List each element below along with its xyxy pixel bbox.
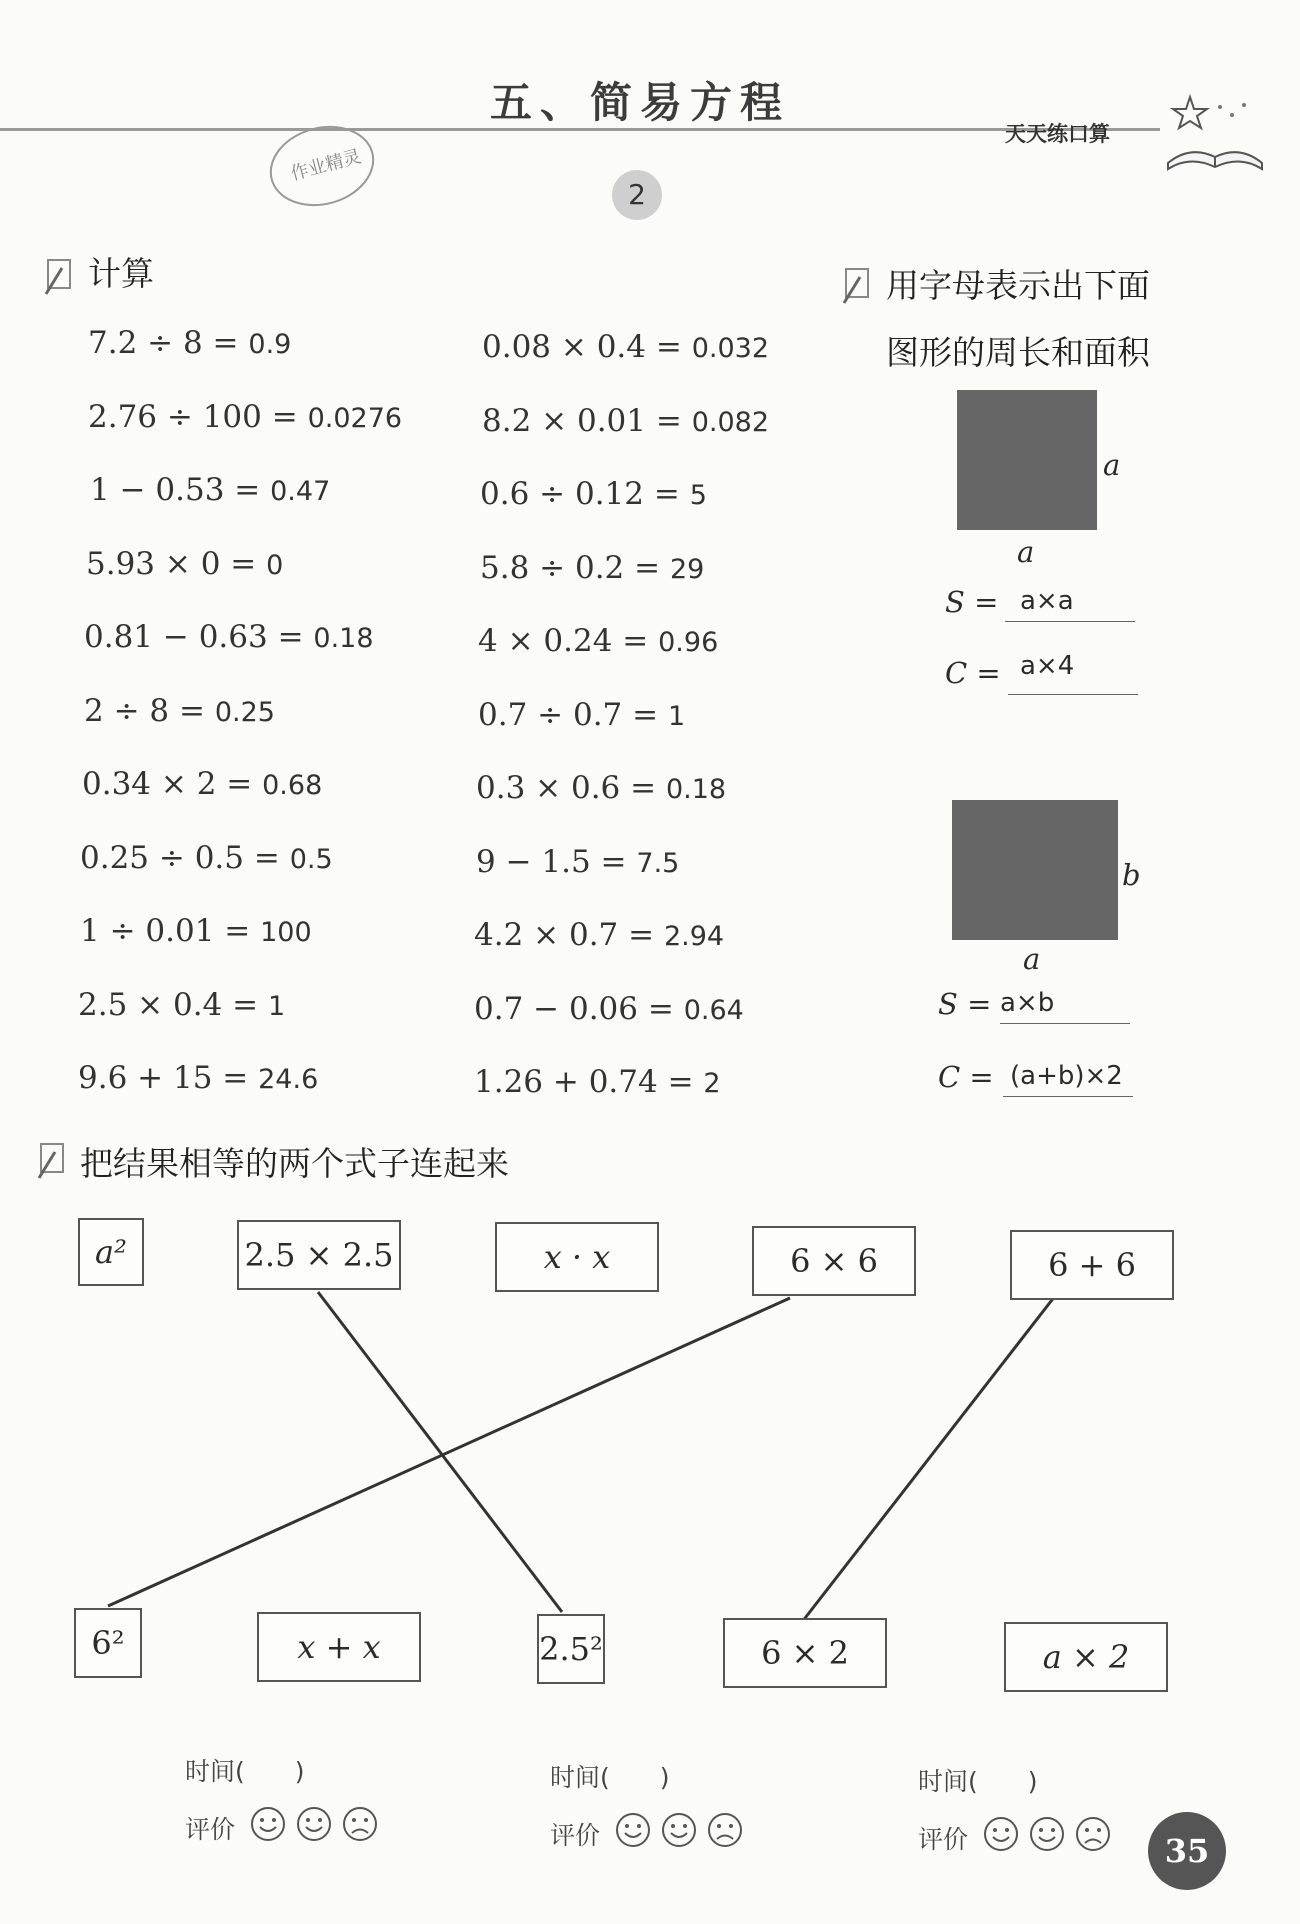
calc-section-title: 计算 xyxy=(88,254,154,293)
calc-expression: 0.7 − 0.06 = xyxy=(474,991,674,1027)
page-number: 35 xyxy=(1148,1812,1226,1890)
svg-text:作业精灵: 作业精灵 xyxy=(288,145,364,185)
match-line xyxy=(802,1296,1055,1622)
smiley-face-icon[interactable] xyxy=(1029,1816,1065,1852)
square-side-label: a xyxy=(1103,448,1121,482)
calc-answer: 0.18 xyxy=(313,623,374,654)
match-bottom-box: 6² xyxy=(74,1608,142,1678)
evaluation-label: 评价 xyxy=(550,1821,601,1850)
rectangle-perimeter-answer: (a+b)×2 xyxy=(1010,1061,1123,1091)
match-bottom-box: a × 2 xyxy=(1004,1622,1168,1692)
match-section-title: 把结果相等的两个式子连起来 xyxy=(80,1144,509,1183)
calc-answer: 2.94 xyxy=(663,921,725,952)
calc-answer: 1 xyxy=(667,701,686,732)
time-field: 时间( ) xyxy=(185,1757,305,1786)
evaluation-label: 评价 xyxy=(918,1825,969,1854)
calc-answer: 0.68 xyxy=(262,770,323,801)
calc-answer: 0.25 xyxy=(214,697,275,728)
calc-expression: 7.2 ÷ 8 = xyxy=(88,325,239,361)
calc-answer: 0.5 xyxy=(289,844,333,875)
match-bottom-box: x + x xyxy=(257,1612,421,1682)
calc-answer: 24.6 xyxy=(258,1064,319,1095)
evaluation-label: 评价 xyxy=(185,1815,236,1844)
square-bottom-label: a xyxy=(1017,535,1035,569)
calc-expression: 4.2 × 0.7 = xyxy=(474,917,655,953)
calc-answer: 29 xyxy=(669,554,705,585)
square-perimeter-label: C = xyxy=(945,656,1001,690)
rectangle-side-label: b xyxy=(1122,858,1141,892)
match-top-box: a² xyxy=(78,1218,144,1286)
calc-expression: 0.34 × 2 = xyxy=(82,766,253,802)
chapter-title: 五、简易方程 xyxy=(489,78,790,127)
match-bottom-box: 6 × 2 xyxy=(723,1618,887,1688)
rectangle-bottom-label: a xyxy=(1023,942,1041,976)
calc-expression: 0.6 ÷ 0.12 = xyxy=(480,476,680,512)
frowning-face-icon[interactable] xyxy=(707,1812,743,1848)
time-field: 时间( ) xyxy=(918,1767,1038,1796)
calc-answer: 0.0276 xyxy=(307,403,403,434)
match-line xyxy=(318,1292,562,1612)
calc-answer: 0.96 xyxy=(658,627,719,658)
exercise-number-badge: 2 xyxy=(612,170,662,220)
calc-answer: 7.5 xyxy=(636,848,680,879)
calc-expression: 1 − 0.53 = xyxy=(90,472,261,508)
calc-answer: 0.082 xyxy=(691,407,769,438)
calc-expression: 2 ÷ 8 = xyxy=(84,693,205,729)
calc-answer: 5 xyxy=(689,480,707,511)
frowning-face-icon[interactable] xyxy=(342,1806,378,1842)
calc-expression: 0.25 ÷ 0.5 = xyxy=(80,840,280,876)
smiley-face-icon[interactable] xyxy=(615,1812,651,1848)
calc-answer: 2 xyxy=(703,1068,721,1099)
calc-expression: 9 − 1.5 = xyxy=(476,844,627,880)
calc-answer: 0 xyxy=(266,550,284,581)
calc-expression: 5.8 ÷ 0.2 = xyxy=(480,550,661,586)
calc-answer: 0.18 xyxy=(665,774,727,805)
rectangle-area-label: S = xyxy=(938,987,992,1021)
calc-expression: 5.93 × 0 = xyxy=(86,546,257,582)
letter-section-title-line2: 图形的周长和面积 xyxy=(886,333,1150,372)
calc-expression: 2.5 × 0.4 = xyxy=(78,987,259,1023)
calc-expression: 1 ÷ 0.01 = xyxy=(80,913,251,949)
match-top-box: x · x xyxy=(495,1222,659,1292)
letter-section-title-line1: 用字母表示出下面 xyxy=(886,266,1150,305)
calc-answer: 0.64 xyxy=(683,995,744,1026)
rectangle-area-answer: a×b xyxy=(1000,988,1055,1018)
series-label: 天天练口算 xyxy=(1005,122,1110,146)
calc-expression: 1.26 + 0.74 = xyxy=(474,1064,694,1100)
calc-expression: 2.76 ÷ 100 = xyxy=(88,399,298,435)
smiley-face-icon[interactable] xyxy=(250,1806,286,1842)
match-line xyxy=(108,1298,790,1606)
time-field: 时间( ) xyxy=(550,1763,670,1792)
calc-expression: 0.08 × 0.4 = xyxy=(482,329,682,365)
match-top-box: 2.5 × 2.5 xyxy=(237,1220,401,1290)
calc-expression: 8.2 × 0.01 = xyxy=(482,403,682,439)
frowning-face-icon[interactable] xyxy=(1075,1816,1111,1852)
smiley-face-icon[interactable] xyxy=(661,1812,697,1848)
calc-expression: 0.81 − 0.63 = xyxy=(84,619,304,655)
match-top-box: 6 × 6 xyxy=(752,1226,916,1296)
calc-answer: 100 xyxy=(260,917,312,948)
match-top-box: 6 + 6 xyxy=(1010,1230,1174,1300)
match-bottom-box: 2.5² xyxy=(537,1614,605,1684)
square-area-label: S = xyxy=(945,585,999,619)
calc-answer: 0.032 xyxy=(691,333,769,364)
calc-expression: 4 × 0.24 = xyxy=(478,623,649,659)
smiley-face-icon[interactable] xyxy=(296,1806,332,1842)
rectangle-perimeter-label: C = xyxy=(938,1060,994,1094)
calc-expression: 0.7 ÷ 0.7 = xyxy=(478,697,659,733)
calc-answer: 1 xyxy=(267,991,286,1022)
calc-answer: 0.47 xyxy=(270,476,331,507)
calc-expression: 9.6 + 15 = xyxy=(78,1060,249,1096)
calc-expression: 0.3 × 0.6 = xyxy=(476,770,657,806)
smiley-face-icon[interactable] xyxy=(983,1816,1019,1852)
calc-answer: 0.9 xyxy=(248,329,292,360)
square-area-answer: a×a xyxy=(1020,586,1074,616)
square-perimeter-answer: a×4 xyxy=(1020,651,1075,681)
